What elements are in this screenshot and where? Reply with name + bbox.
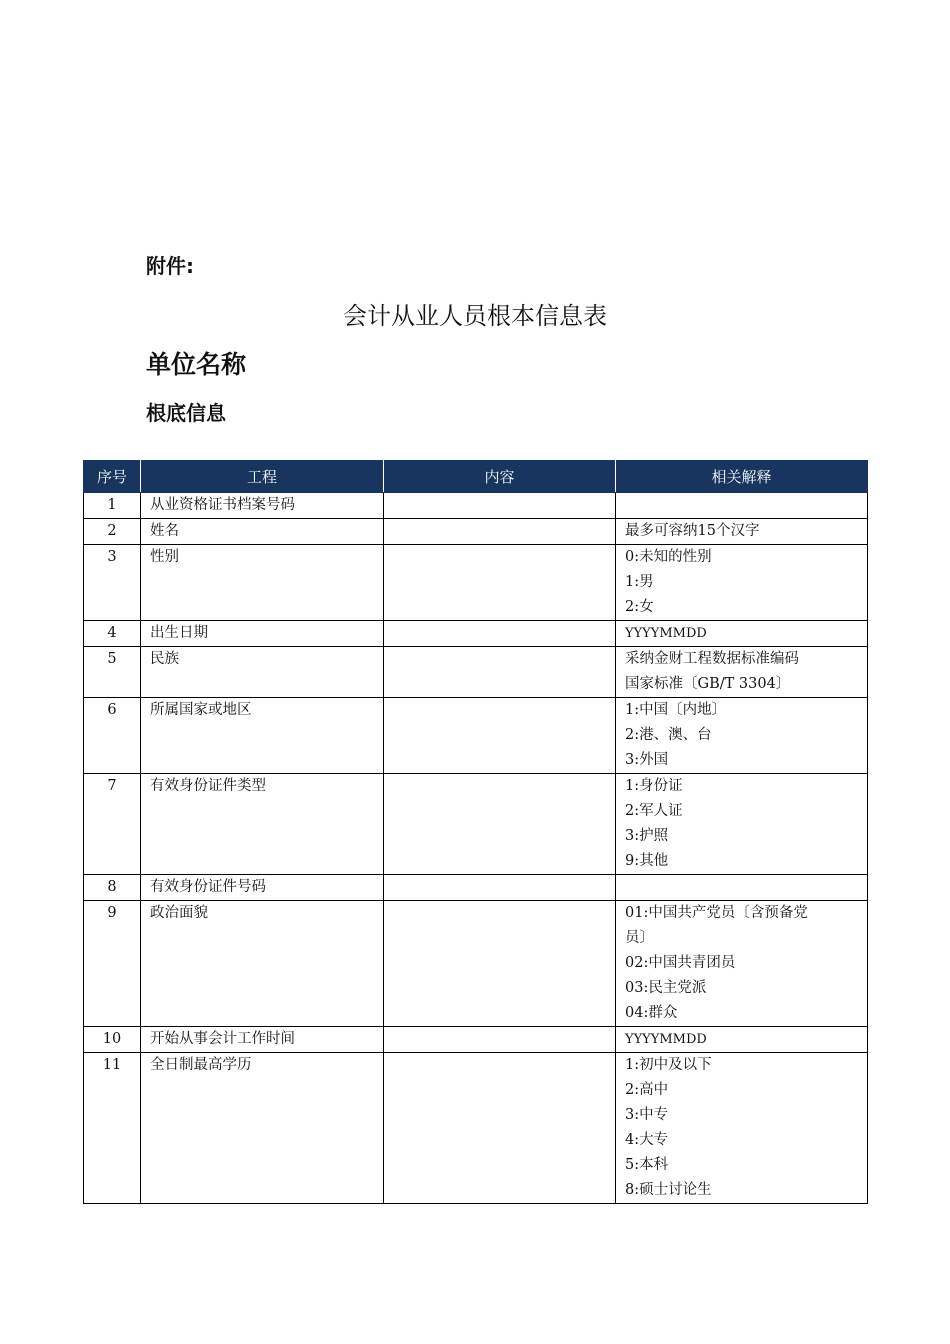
explanation-line: 国家标准〔GB/T 3304〕 xyxy=(625,676,791,692)
row-content-text xyxy=(384,493,615,518)
row-content-cell[interactable] xyxy=(384,698,616,774)
explanation-line: 0:未知的性别 xyxy=(625,549,712,565)
row-item xyxy=(141,774,384,875)
row-number xyxy=(84,519,141,545)
row-content-cell[interactable] xyxy=(384,647,616,698)
row-item-text: 从业资格证书档案号码 xyxy=(150,497,295,513)
row-explanation xyxy=(616,647,868,698)
row-content-cell[interactable] xyxy=(384,774,616,875)
explanation-line: 1:身份证 xyxy=(625,778,683,794)
column-header-explain: 相关解释 xyxy=(616,461,868,493)
table-row xyxy=(84,493,868,519)
row-content-text xyxy=(384,621,615,646)
row-explanation xyxy=(616,519,868,545)
table-row xyxy=(84,519,868,545)
table-row xyxy=(84,698,868,774)
row-content-text xyxy=(384,901,615,926)
row-item-text: 姓名 xyxy=(150,523,179,539)
row-content-text xyxy=(384,647,615,672)
row-item xyxy=(141,621,384,647)
row-content-cell[interactable] xyxy=(384,621,616,647)
row-number xyxy=(84,1053,141,1204)
table-row xyxy=(84,647,868,698)
explanation-line: YYYYMMDD xyxy=(625,1032,707,1047)
row-number-text: 3 xyxy=(107,549,117,565)
explanation-line: 最多可容纳15个汉字 xyxy=(625,523,760,539)
explanation-line: 采纳金财工程数据标准编码 xyxy=(625,651,799,667)
table-row xyxy=(84,901,868,1027)
explanation-line: 5:本科 xyxy=(625,1157,669,1173)
row-content-cell[interactable] xyxy=(384,545,616,621)
row-item xyxy=(141,519,384,545)
row-explanation xyxy=(616,621,868,647)
row-number xyxy=(84,698,141,774)
attachment-label: 附件: xyxy=(146,254,194,278)
table-row xyxy=(84,875,868,901)
row-content-text xyxy=(384,698,615,723)
row-content-text xyxy=(384,545,615,570)
explanation-line: 1:男 xyxy=(625,574,654,590)
page-title: 会计从业人员根本信息表 xyxy=(343,302,607,330)
row-item-text: 性别 xyxy=(150,549,179,565)
explanation-line xyxy=(625,493,867,518)
row-explanation xyxy=(616,1027,868,1053)
explanation-line: 1:初中及以下 xyxy=(625,1057,712,1073)
explanation-line: 8:硕士讨论生 xyxy=(625,1182,712,1198)
row-content-cell[interactable] xyxy=(384,901,616,1027)
row-number xyxy=(84,493,141,519)
explanation-line xyxy=(625,875,867,900)
row-item xyxy=(141,493,384,519)
row-number-text: 8 xyxy=(107,879,117,895)
row-item-text: 全日制最高学历 xyxy=(150,1057,252,1073)
row-content-cell[interactable] xyxy=(384,875,616,901)
row-explanation xyxy=(616,545,868,621)
row-explanation xyxy=(616,493,868,519)
row-content-cell[interactable] xyxy=(384,1027,616,1053)
row-item xyxy=(141,698,384,774)
explanation-line: 03:民主党派 xyxy=(625,980,707,996)
row-content-cell[interactable] xyxy=(384,493,616,519)
row-content-text xyxy=(384,519,615,544)
table-body xyxy=(84,493,868,1204)
row-item-text: 开始从事会计工作时间 xyxy=(150,1031,295,1047)
table-header-row xyxy=(84,461,868,493)
row-item xyxy=(141,1027,384,1053)
explanation-line: 3:护照 xyxy=(625,828,669,844)
row-item-text: 政治面貌 xyxy=(150,905,208,921)
row-item-text: 出生日期 xyxy=(150,625,208,641)
row-number-text: 6 xyxy=(107,702,117,718)
explanation-line: 9:其他 xyxy=(625,853,669,869)
column-header-item: 工程 xyxy=(141,461,384,493)
column-header-content: 内容 xyxy=(384,461,616,493)
row-content-text xyxy=(384,1027,615,1052)
column-header-no: 序号 xyxy=(84,461,141,493)
row-number xyxy=(84,545,141,621)
row-content-text xyxy=(384,875,615,900)
row-number-text: 1 xyxy=(107,497,117,513)
row-item-text: 有效身份证件类型 xyxy=(150,778,266,794)
explanation-line: 3:中专 xyxy=(625,1107,669,1123)
row-item-text: 所属国家或地区 xyxy=(150,702,252,718)
row-number-text: 2 xyxy=(107,523,117,539)
row-explanation xyxy=(616,1053,868,1204)
row-item xyxy=(141,875,384,901)
explanation-line: 3:外国 xyxy=(625,752,669,768)
row-explanation xyxy=(616,875,868,901)
explanation-line: 2:港、澳、台 xyxy=(625,727,712,743)
table-row xyxy=(84,621,868,647)
explanation-line: 2:军人证 xyxy=(625,803,683,819)
row-number-text: 5 xyxy=(107,651,117,667)
row-item-text: 有效身份证件号码 xyxy=(150,879,266,895)
row-number xyxy=(84,901,141,1027)
row-number xyxy=(84,774,141,875)
unit-name-label: 单位名称 xyxy=(146,350,247,379)
row-explanation xyxy=(616,901,868,1027)
row-item xyxy=(141,1053,384,1204)
table-row xyxy=(84,1053,868,1204)
explanation-line: 2:女 xyxy=(625,599,654,615)
row-number xyxy=(84,875,141,901)
table-row xyxy=(84,1027,868,1053)
row-number-text: 4 xyxy=(107,625,117,641)
explanation-line: 4:大专 xyxy=(625,1132,669,1148)
row-explanation xyxy=(616,698,868,774)
table-row xyxy=(84,545,868,621)
row-number-text: 9 xyxy=(107,905,117,921)
row-content-cell[interactable] xyxy=(384,1053,616,1204)
row-item xyxy=(141,545,384,621)
explanation-line: 01:中国共产党员〔含预备党 xyxy=(625,905,808,921)
row-number-text: 7 xyxy=(107,778,117,794)
row-item-text: 民族 xyxy=(150,651,179,667)
row-number xyxy=(84,1027,141,1053)
row-item xyxy=(141,647,384,698)
explanation-line: 2:高中 xyxy=(625,1082,669,1098)
row-content-text xyxy=(384,1053,615,1078)
row-explanation xyxy=(616,774,868,875)
table-row xyxy=(84,774,868,875)
row-number-text: 10 xyxy=(102,1031,122,1047)
row-content-text xyxy=(384,774,615,799)
row-number xyxy=(84,647,141,698)
explanation-line: 02:中国共青团员 xyxy=(625,955,736,971)
row-item xyxy=(141,901,384,1027)
explanation-line: 1:中国〔内地〕 xyxy=(625,702,727,718)
row-number xyxy=(84,621,141,647)
row-number-text: 11 xyxy=(102,1057,122,1073)
info-table xyxy=(83,460,868,1204)
section-heading: 根底信息 xyxy=(146,401,226,425)
row-content-cell[interactable] xyxy=(384,519,616,545)
explanation-line: YYYYMMDD xyxy=(625,626,707,641)
explanation-line: 04:群众 xyxy=(625,1005,678,1021)
explanation-line: 员〕 xyxy=(625,930,654,946)
